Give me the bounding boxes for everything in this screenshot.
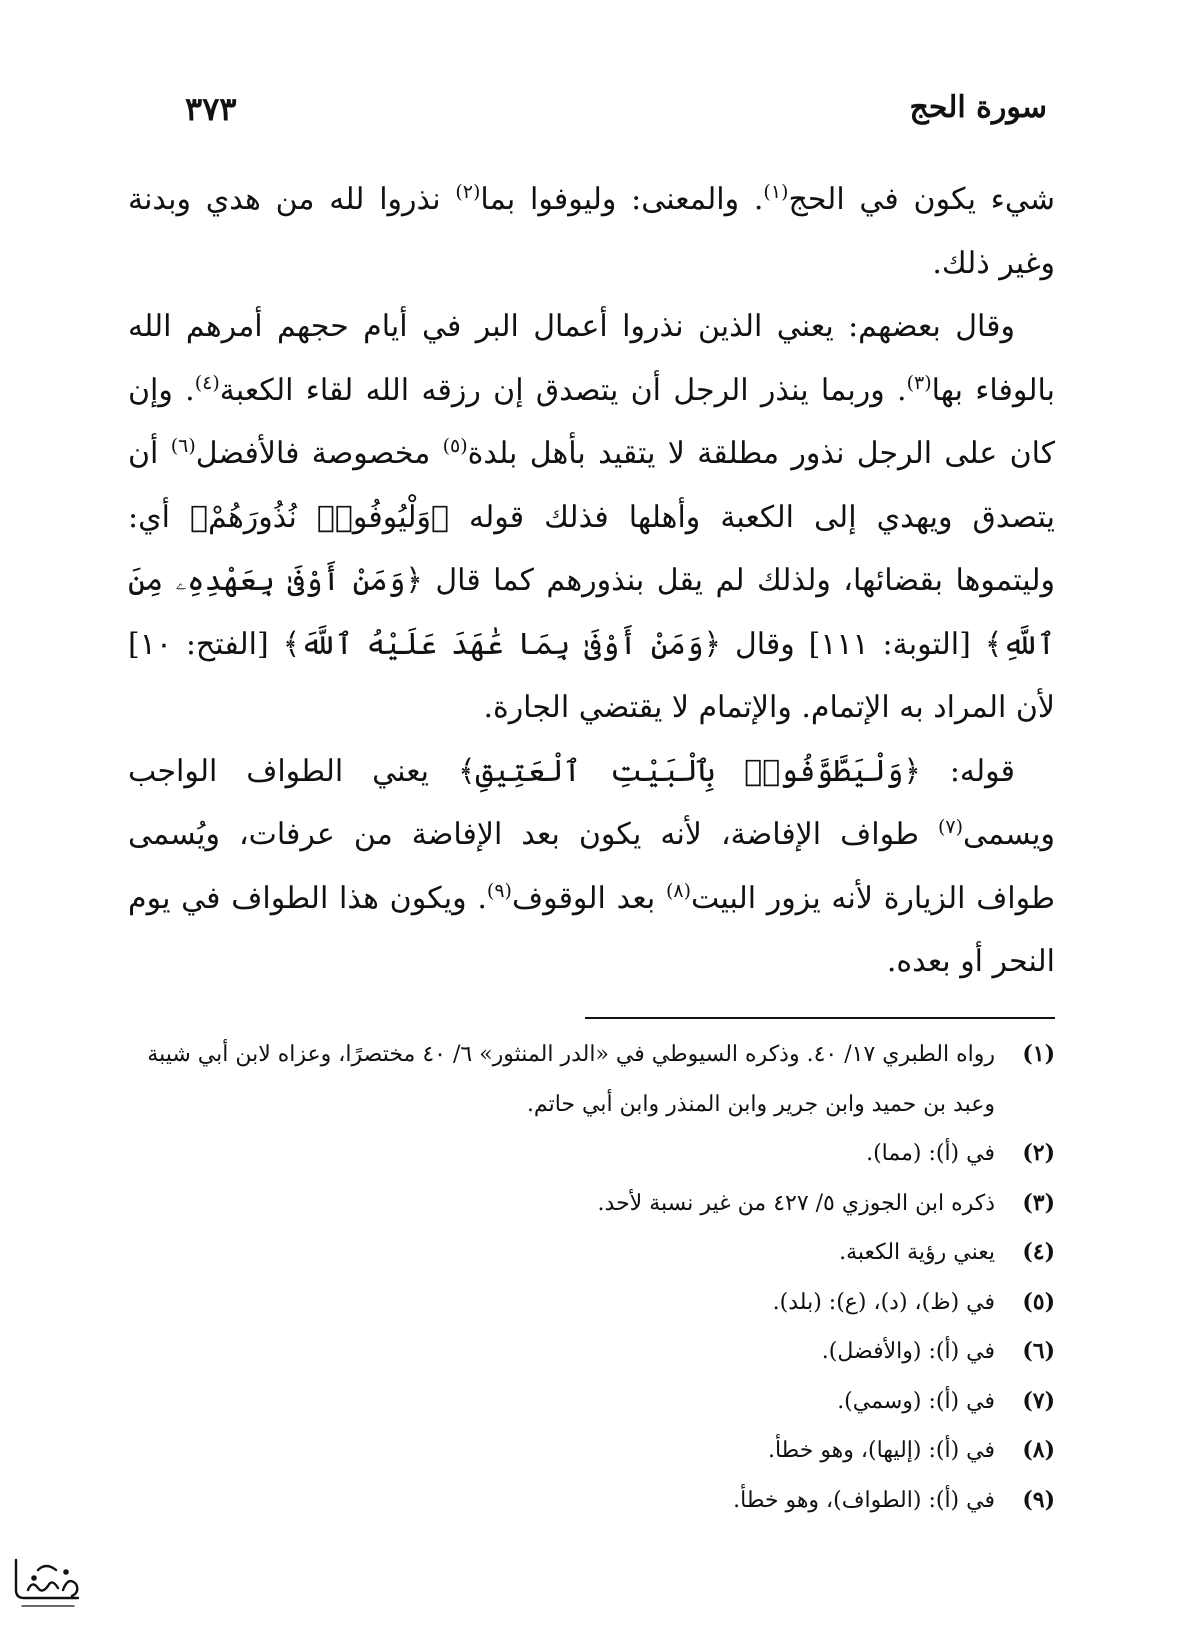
paragraph-2 xyxy=(128,295,1055,740)
footnote-text: في (أ): (وسمي). xyxy=(837,1388,995,1414)
footnote-item xyxy=(128,1476,1055,1526)
footnote-ref: (٧) xyxy=(937,816,964,838)
text-run: . والمعنى: وليوفوا بما xyxy=(480,182,764,217)
quran-verse: ﴿وَمَنْ أَوْفَىٰ بِمَا عَٰهَدَ عَلَيْهُ ٱللَّهَ﴾ xyxy=(282,626,722,662)
text-run: بعد الوقوف xyxy=(511,880,666,916)
footnote-item xyxy=(128,1327,1055,1377)
footnote-item xyxy=(128,1030,1055,1129)
footnote-ref: (١) xyxy=(763,181,789,203)
text-run: قوله: xyxy=(920,753,1015,789)
footnote-text: في (أ): (والأفضل). xyxy=(821,1339,995,1364)
footnote-text: في (أ): (الطواف)، وهو خطأ. xyxy=(733,1487,995,1513)
text-run: طواف الإفاضة، لأنه يكون بعد الإفاضة من عرفات، ويُسمى طواف الزيارة لأنه يزور البيت xyxy=(128,817,1055,916)
footnote-text: رواه الطبري ١٧/ ٤٠. وذكره السيوطي في «الدر المنثور» ٦/ ٤٠ مختصرًا، وعزاه لابن أبي شيبة وعبد بن حميد وابن جرير وابن المنذر وابن أبي حاتم. xyxy=(147,1042,995,1117)
footnote-number: (٧) xyxy=(1022,1387,1055,1414)
quran-verse: ﴿وَمَنْ أَوْفَىٰ بِعَهْدِهِۦ مِنَ ٱللَّهِ﴾ xyxy=(128,563,1056,662)
quran-verse: ﴿وَلْيَطَّوَّفُوا۟ بِٱلْبَيْتِ ٱلْعَتِيقِ﴾ xyxy=(457,753,921,789)
paragraph-3 xyxy=(128,740,1055,994)
footnote-text: ذكره ابن الجوزي ٥/ ٤٢٧ من غير نسبة لأحد. xyxy=(597,1190,995,1216)
text-run: أي: وليتموها بقضائها، ولذلك لم يقل بنذورهم كما قال xyxy=(128,499,1055,598)
footnote-item xyxy=(128,1179,1055,1229)
footnote-item xyxy=(128,1377,1055,1427)
footnote-number: (٥) xyxy=(1022,1288,1055,1315)
footnote-text: في (ظ)، (د)، (ع): (بلد). xyxy=(772,1289,995,1315)
text-run: . ويكون هذا الطواف في يوم النحر أو بعده. xyxy=(128,880,1055,979)
text-run: [التوبة: ١١١] وقال xyxy=(721,626,985,662)
footnote-ref: (٥) xyxy=(442,435,468,457)
footnote-ref: (٨) xyxy=(665,879,692,902)
calligraphy-logo-icon xyxy=(8,1550,90,1620)
footnote-number: (٤) xyxy=(1022,1239,1055,1265)
text-run: نذروا لله من هدي وبدنة وغير ذلك. xyxy=(128,182,1055,281)
footnote-text: في (أ): (مما). xyxy=(866,1141,995,1166)
footnote-ref: (٣) xyxy=(906,371,932,394)
footnotes xyxy=(128,1030,1055,1525)
surah-title: سورة الحج xyxy=(909,90,1047,125)
text-run: [الفتح: ١٠] لأن المراد به الإتمام. والإتمام لا يقتضي الجارة. xyxy=(128,626,1055,725)
footnote-text: يعني رؤية الكعبة. xyxy=(839,1240,995,1265)
footnote-number: (٣) xyxy=(1022,1189,1055,1216)
text-run: وقال بعضهم: يعني الذين نذروا أعمال البر في أيام حجهم أمرهم الله بالوفاء بها xyxy=(128,309,1055,408)
footnote-item xyxy=(128,1278,1055,1328)
page-header xyxy=(185,90,1047,140)
footnote-item xyxy=(128,1426,1055,1476)
footnote-number: (١) xyxy=(1022,1041,1055,1067)
paragraph-1 xyxy=(128,168,1055,295)
quran-verse: ﴿وَلْيُوفُوا۟ نُذُورَهُمْ﴾ xyxy=(190,499,449,535)
footnote-number: (٦) xyxy=(1022,1338,1055,1364)
text-run: أن يتصدق ويهدي إلى الكعبة وأهلها فذلك قوله xyxy=(128,436,1055,535)
footnote-ref: (٦) xyxy=(170,435,196,457)
footnote-divider xyxy=(585,1017,1055,1019)
page-number: ٣٧٣ xyxy=(185,90,237,128)
main-text xyxy=(128,168,1055,994)
text-run: . وإن كان على الرجل نذور مطلقة لا يتقيد بأهل بلدة xyxy=(128,372,1056,471)
footnote-ref: (٩) xyxy=(486,879,512,902)
footnote-number: (٩) xyxy=(1022,1486,1055,1513)
footnote-item xyxy=(128,1129,1055,1179)
footnote-ref: (٤) xyxy=(194,371,220,394)
text-run: . وربما ينذر الرجل أن يتصدق إن رزقه الله لقاء الكعبة xyxy=(219,372,907,408)
text-run: يعني الطواف الواجب ويسمى xyxy=(128,753,1055,852)
footnote-text: في (أ): (إليها)، وهو خطأ. xyxy=(767,1438,995,1463)
text-run: شيء يكون في الحج xyxy=(788,182,1055,217)
footnote-ref: (٢) xyxy=(455,181,481,203)
footnote-item xyxy=(128,1228,1055,1278)
footnote-number: (٢) xyxy=(1022,1140,1055,1166)
text-run: مخصوصة فالأفضل xyxy=(195,436,443,471)
footnote-number: (٨) xyxy=(1022,1437,1055,1463)
